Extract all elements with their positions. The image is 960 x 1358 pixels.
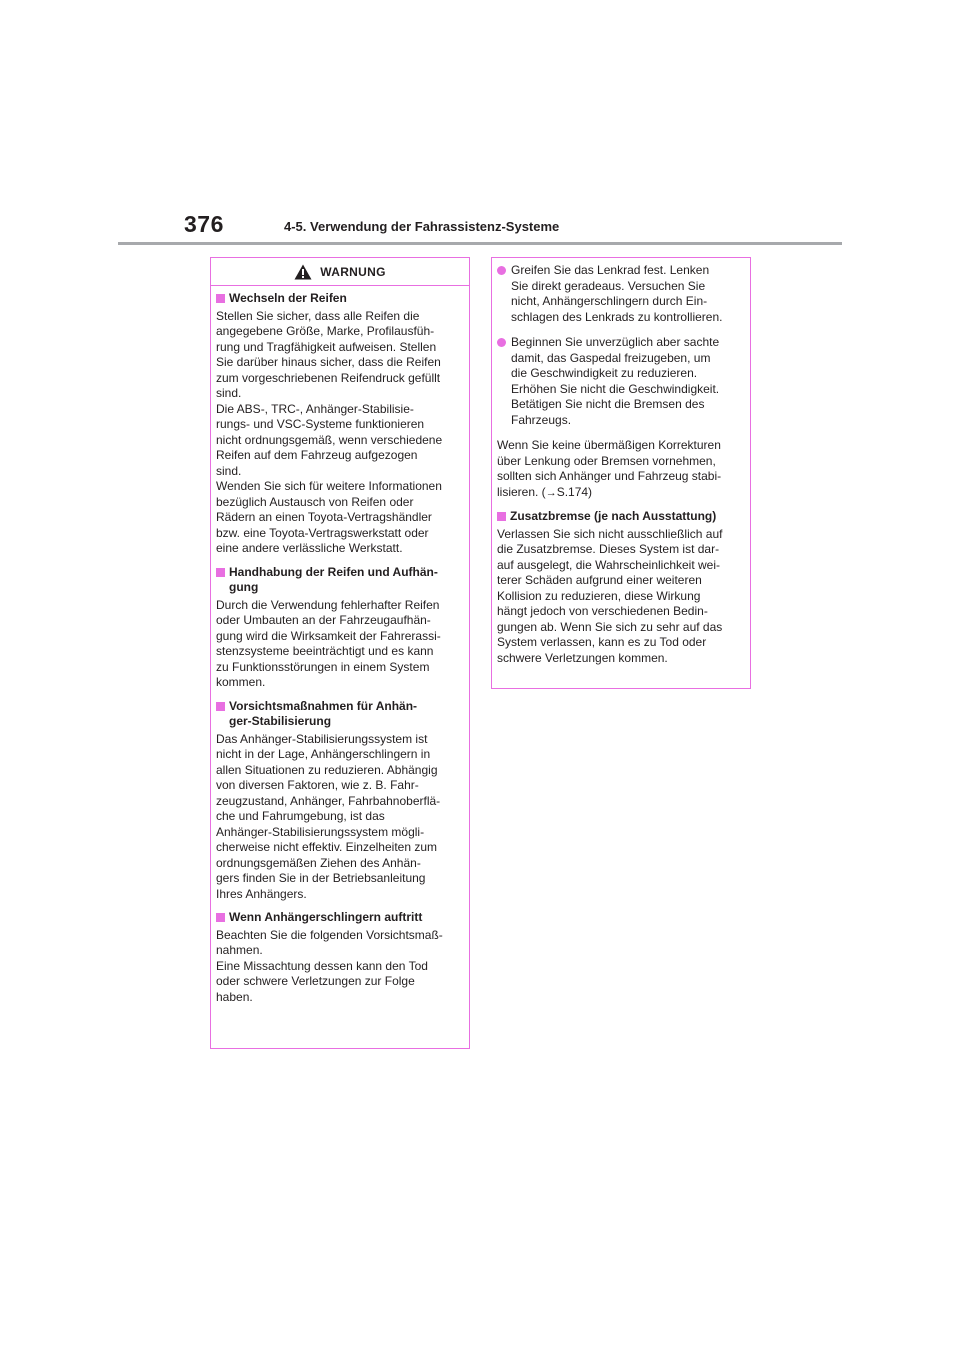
arrow-right-icon: → bbox=[545, 486, 557, 499]
section-body: Stellen Sie sicher, dass alle Reifen die angegebene Größe, Marke, Profilausfüh- rung und Tragfähigkeit aufweisen. Stellen Sie darüber hinaus sicher, dass die Reifen zum vorgeschriebenen Reifendruck gefüllt sind. Die ABS-, TRC-, Anhänger-Stabilisie- rungs- und VSC-Systeme funktionieren nicht ordnungsgemäß, wenn verschiedene Reifen auf dem Fahrzeug aufgezogen sind. Wenden Sie sich für weitere Informationen bezüglich Austausch von Reifen oder Rädern an einen Toyota-Vertragshändler bzw. eine Toyota-Vertragswerkstatt oder eine andere verlässliche Werkstatt. bbox=[216, 308, 443, 555]
warning-section-tire-change bbox=[216, 291, 463, 557]
section-heading: Zusatzbremse (je nach Ausstattung) bbox=[497, 509, 742, 525]
section-heading: Wenn Anhängerschlingern auftritt bbox=[216, 910, 463, 926]
square-bullet-icon bbox=[497, 512, 506, 521]
section-title: 4-5. Verwendung der Fahrassistenz-Systeme bbox=[284, 219, 560, 234]
page-reference-link[interactable]: S.174) bbox=[556, 484, 593, 499]
bullet-item: Beginnen Sie unverzüglich aber sachte damit, das Gaspedal freizugeben, um die Geschwindigkeit zu reduzieren. Erhöhen Sie nicht die Geschwindigkeit. Betätigen Sie nicht die Bremsen des Fahrzeugs. bbox=[497, 335, 742, 428]
page-header bbox=[118, 0, 842, 247]
warning-box bbox=[210, 257, 470, 1049]
warning-section-trailer-stability bbox=[216, 699, 463, 903]
section-heading: Handhabung der Reifen und Aufhän- gung bbox=[216, 565, 463, 596]
section-body: Beachten Sie die folgenden Vorsichtsmaß- nahmen. Eine Missachtung dessen kann den Tod oder schwere Verletzungen zur Folge haben. bbox=[216, 927, 443, 1004]
warning-section-trailer-sway bbox=[216, 910, 463, 1005]
header-rule bbox=[118, 242, 842, 245]
warning-section-auxiliary-brake bbox=[497, 509, 742, 666]
section-body: Verlassen Sie sich nicht ausschließlich auf die Zusatzbremse. Dieses System ist dar- auf ausgelegt, die Wahrscheinlichkeit wei- terer Schäden aufgrund einer weiteren Kollision zu reduzieren, diese Wirkung hängt jedoch von verschiedenen Bedin- gungen ab. Wenn Sie sich zu sehr auf das System verlassen, kann es zu Tod oder schwere Verletzungen kommen. bbox=[497, 526, 723, 665]
warning-header bbox=[211, 258, 469, 286]
stabilization-paragraph: Wenn Sie keine übermäßigen Korrekturen über Lenkung oder Bremsen vornehmen, sollten sich Anhänger und Fahrzeug stabi- lisieren. (→S.174) bbox=[497, 438, 722, 499]
warning-box-continued bbox=[491, 257, 751, 689]
bullet-item: Greifen Sie das Lenkrad fest. Lenken Sie direkt geradeaus. Versuchen Sie nicht, Anhängerschlingern durch Ein- schlagen des Lenkrads zu kontrollieren. bbox=[497, 263, 742, 325]
warning-title: WARNUNG bbox=[320, 264, 386, 279]
square-bullet-icon bbox=[216, 913, 225, 922]
warning-section-tire-handling bbox=[216, 565, 463, 691]
square-bullet-icon bbox=[216, 702, 225, 711]
square-bullet-icon bbox=[216, 294, 225, 303]
square-bullet-icon bbox=[216, 568, 225, 577]
circle-bullet-icon bbox=[497, 266, 506, 275]
section-heading: Wechseln der Reifen bbox=[216, 291, 463, 307]
section-heading: Vorsichtsmaßnahmen für Anhän- ger-Stabilisierung bbox=[216, 699, 463, 730]
circle-bullet-icon bbox=[497, 338, 506, 347]
section-body: Durch die Verwendung fehlerhafter Reifen oder Umbauten an der Fahrzeugaufhän- gung wird die Wirksamkeit der Fahrerassi- stenzsysteme beeinträchtigt und es kann zu Funktionsstörungen in einem System kommen. bbox=[216, 597, 441, 689]
warning-triangle-icon bbox=[294, 264, 312, 280]
page-number: 376 bbox=[184, 211, 224, 237]
section-body: Das Anhänger-Stabilisierungssystem ist nicht in der Lage, Anhängerschlingern in allen Situationen zu reduzieren. Abhängig von diversen Faktoren, wie z. B. Fahr- zeugzustand, Anhänger, Fahrbahnoberflä- che und Fahrumgebung, ist das Anhänger-Stabilisierungssystem mögli- cherweise nicht effektiv. Einzelheiten zum ordnungsgemäßen Ziehen des Anhän- gers finden Sie in der Betriebsanleitung Ihres Anhängers. bbox=[216, 731, 441, 901]
